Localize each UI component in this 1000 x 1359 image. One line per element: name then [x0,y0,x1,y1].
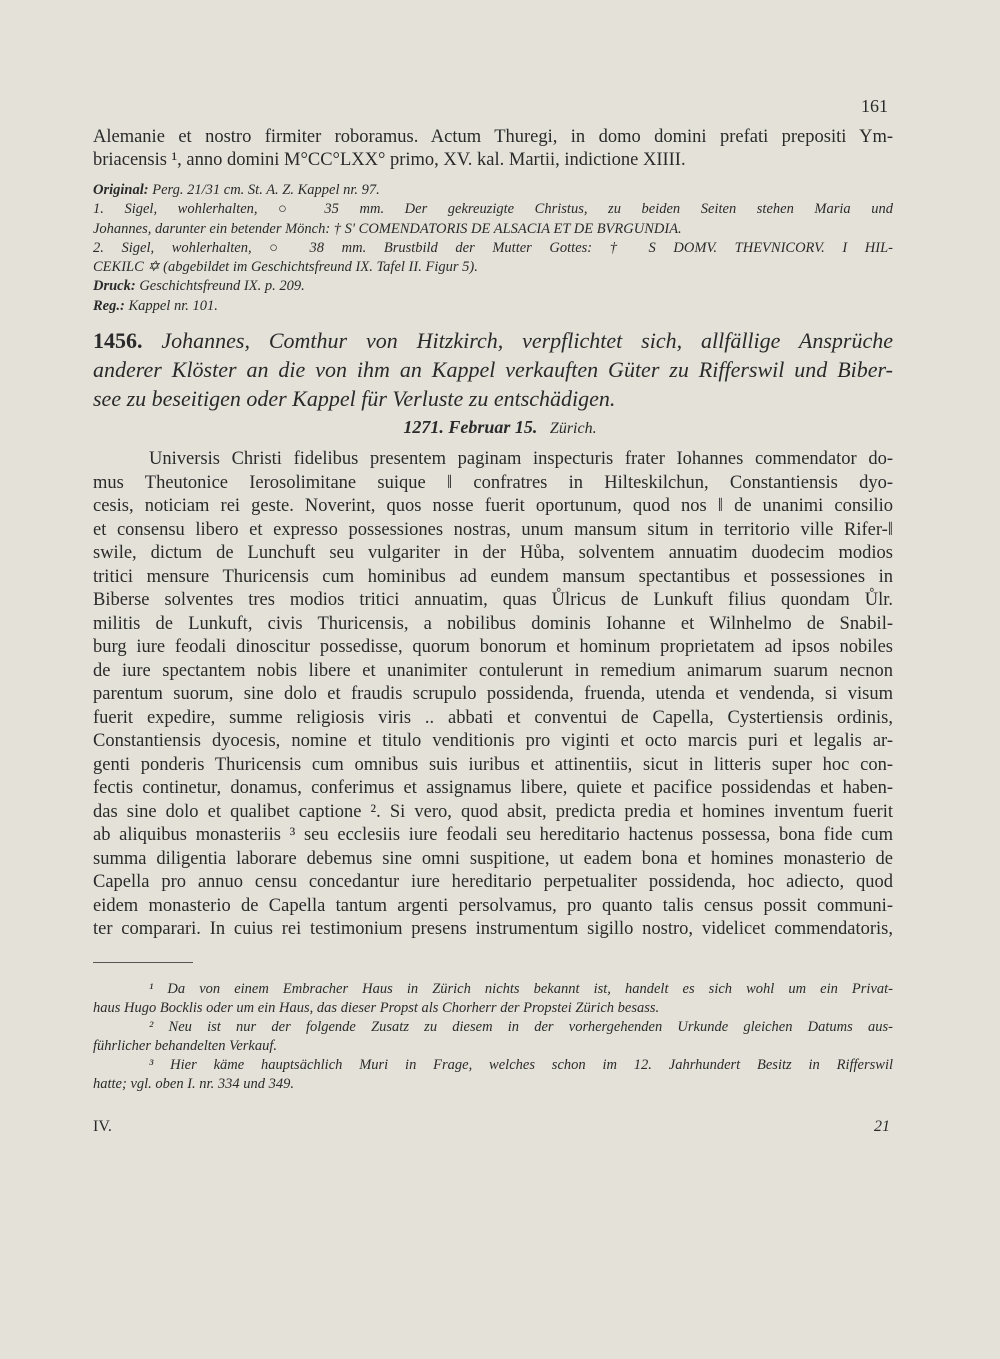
text-line: briacensis ¹, anno domini M°CC°LXX° primo, XV. kal. Martii, indictione XIIII. [93,150,686,170]
document-place: Zürich. [549,420,597,437]
document-date: 1271. Februar 15. [403,417,538,437]
body-line: das sine dolo et qualibet captione ². Si vero, quod absit, predicta predia et homines inventum fuerit [93,801,893,822]
body-line: ab aliquibus monasteriis ³ seu ecclesiis iure feodali seu hereditario hactenus possessa, bona fide cum [93,825,893,845]
footnote-line: führlicher behandelten Verkauf. [93,1038,278,1054]
body-line: eidem monasterio de Capella tantum argenti persolvamus, pro quanto talis census possit communi- [93,895,893,916]
document-number: 1456. [93,328,143,353]
body-line: Universis Christi fidelibus presentem paginam inspecturis frater Iohannes commendator do- [149,449,893,469]
page-number: 161 [861,96,888,116]
volume-number: IV. [93,1118,112,1135]
heading-text: Johannes, Comthur von Hitzkirch, verpflichtet sich, allfällige Ansprüche [161,328,894,353]
sheet-number: 21 [874,1118,890,1135]
seal2-line: 2. Sigel, wohlerhalten, ○ 38 mm. Brustbild der Mutter Gottes: † S DOMV. THEVNICORV. I HIL- [93,239,893,256]
body-line: de iure spectantem nobis libere et unanimiter contulerunt in remedium animarum suarum necnon [93,660,893,681]
body-line: ter comparari. In cuius rei testimonium presens instrumentum sigillo nostro, videlicet commendatoris, [93,919,893,939]
body-line: Biberse solventes tres modios tritici annuatim, quas Ůlricus de Lunkuft filius quondam Ůlr. [93,590,893,610]
body-line: genti ponderis Thuricensis cum omnibus suis iuribus et attinentiis, sicut in litteris super hoc con- [93,754,893,775]
reg-text: Kappel nr. 101. [128,297,218,314]
body-line: burg iure feodali dinoscitur possedisse, quorum bonorum et hominum proprietatem ad ipsos nobiles [93,637,893,657]
intro-paragraph [93,126,893,172]
footnote-line: ³ Hier käme hauptsächlich Muri in Frage, welches schon im 12. Jahrhundert Besitz in Rifferswil [149,1057,893,1073]
original-note [93,181,893,200]
heading-line: see zu beseitigen oder Kappel für Verluste zu entschädigen. [93,386,616,411]
body-line: tritici mensure Thuricensis cum hominibus ad eundem mansum spectantibus et possessiones in [93,566,893,587]
body-line: fuerit expedire, summe religiosis viris .. abbati et conventui de Capella, Cystertiensis ordinis, [93,707,893,728]
body-line: et consensu libero et expresso possessiones nostras, unum mansum situm in territorio ville Rifer-‖ [93,519,893,540]
body-line: cesis, noticiam rei geste. Noverint, quos nosse fuerit oportunum, quod nos ‖ de unanimi consilio [93,496,893,516]
body-line: fectis continetur, donamus, conferimus et assignamus libere, quiete et pacifice possidendas et haben- [93,778,893,798]
body-line: Constantiensis dyocesis, nomine et titulo venditionis pro viginti et octo marcis puri et legalis ar- [93,731,893,751]
reg-label: Reg.: [93,297,125,314]
footnote-line: hatte; vgl. oben I. nr. 334 und 349. [93,1076,294,1092]
original-text: Perg. 21/31 cm. St. A. Z. Kappel nr. 97. [152,182,380,198]
document-heading [93,326,893,413]
reg-note [93,297,893,316]
source-notes [93,181,893,316]
seal2-line: CEKILC ✡ (abgebildet im Geschichtsfreund IX. Tafel II. Figur 5). [93,259,478,276]
original-label: Original: [93,182,149,198]
footnote-line: haus Hugo Bocklis oder um ein Haus, das dieser Propst als Chorherr der Propstei Zürich besass. [93,1000,660,1016]
body-line: Capella pro annuo censu concedantur iure hereditario perpetualiter possidenda, hoc adiecto, quod [93,872,893,892]
body-text [93,448,893,942]
footnote-line: ² Neu ist nur der folgende Zusatz zu diesem in der vorhergehenden Urkunde gleichen Datums aus- [149,1019,893,1035]
druck-note [93,277,893,296]
body-line: parentum suorum, sine dolo et fraudis scrupulo possidenda, fruenda, utenda et vendenda, si visum [93,684,893,704]
druck-text: Geschichtsfreund IX. p. 209. [139,278,305,295]
seal1-line: Johannes, darunter ein betender Mönch: † S' COMENDATORIS DE ALSACIA ET DE BVRGUNDIA. [93,220,682,237]
footnote-divider [93,962,193,963]
heading-line [93,326,893,355]
heading-line: anderer Klöster an die von ihm an Kappel verkauften Güter zu Rifferswil und Biber- [93,357,893,382]
date-line [0,417,1000,438]
body-line: mus Theutonice Ierosolimitane suique ‖ confratres in Hilteskilchun, Constantiensis dyo- [93,472,893,493]
body-line: swile, dictum de Lunchuft seu vulgariter in der Hůba, solventem annuatim duodecim modios [93,543,893,563]
footnote-line: ¹ Da von einem Embracher Haus in Zürich nichts bekannt ist, handelt es sich wohl um ein Privat- [149,981,893,997]
body-line: militis de Lunkuft, civis Thuricensis, a nobilibus dominis Iohanne et Wilnhelmo de Snabil- [93,613,893,634]
druck-label: Druck: [93,278,136,295]
footnotes [93,980,893,1094]
seal1-line: 1. Sigel, wohlerhalten, ○ 35 mm. Der gekreuzigte Christus, zu beiden Seiten stehen Maria und [93,201,893,218]
text-line: Alemanie et nostro firmiter roboramus. Actum Thuregi, in domo domini prefati prepositi Ym- [93,127,893,147]
body-line: summa diligentia laborare debemus sine omni suspitione, ut eadem bona et homines monasterio de [93,848,893,869]
